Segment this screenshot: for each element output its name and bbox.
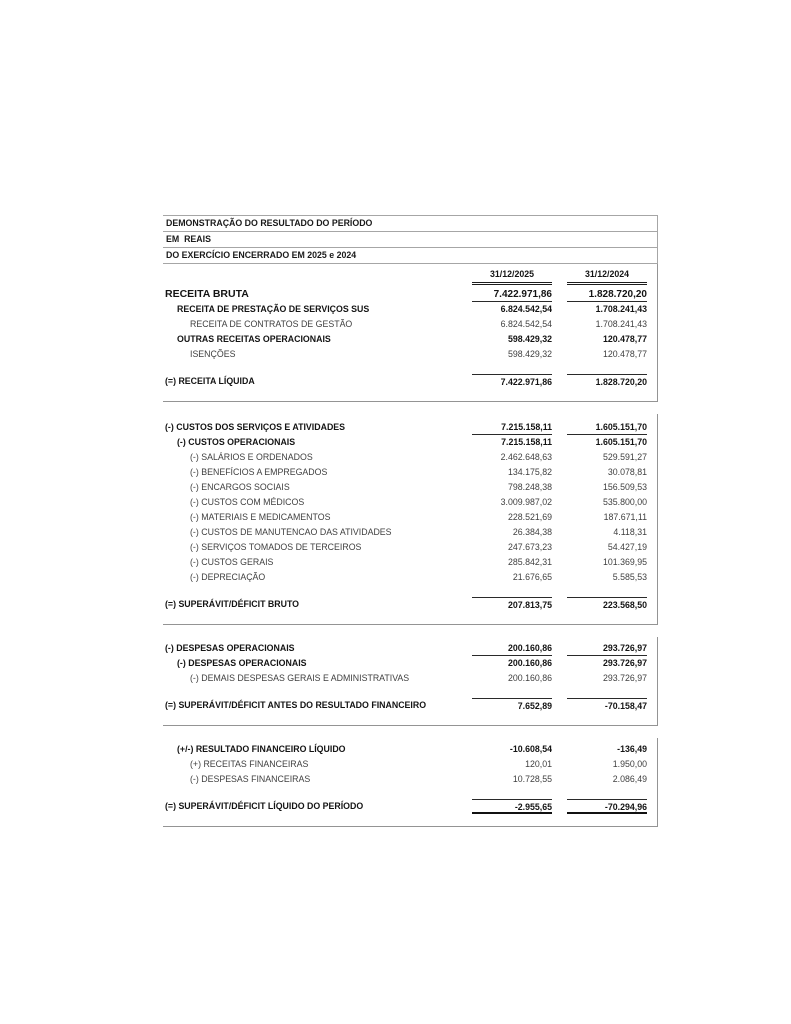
row-value-2025: 207.813,75: [472, 597, 552, 612]
row-value-2024: 1.950,00: [612, 759, 647, 769]
row-value-2025: 285.842,31: [507, 557, 552, 567]
row-label: (-) DEPRECIAÇÃO: [190, 572, 266, 582]
row-label: (-) BENEFÍCIOS A EMPREGADOS: [190, 467, 328, 477]
row-value-2024: 120.478,77: [602, 349, 647, 359]
row-label: (-) SERVIÇOS TOMADOS DE TERCEIROS: [190, 542, 362, 552]
row-label: (-) ENCARGOS SOCIAIS: [190, 482, 290, 492]
row-value-2025: 21.676,65: [512, 572, 552, 582]
table-row: [163, 757, 657, 772]
row-label: (-) DESPESAS OPERACIONAIS: [177, 658, 307, 668]
row-spacer: [163, 362, 657, 374]
row-value-2025: 247.673,23: [507, 542, 552, 552]
column-header-2024: 31/12/2024: [567, 268, 647, 285]
row-label: (+) RECEITAS FINANCEIRAS: [190, 759, 309, 769]
row-value-2025: 7.422.971,86: [472, 287, 552, 302]
row-label: (=) SUPERÁVIT/DÉFICIT LÍQUIDO DO PERÍODO: [165, 801, 364, 811]
row-value-2024: -70.294,96: [567, 799, 647, 814]
row-label: ISENÇÕES: [190, 349, 236, 359]
row-spacer: [163, 585, 657, 597]
table-row: [163, 332, 657, 347]
row-value-2025: 3.009.987,02: [500, 497, 552, 507]
row-spacer: [163, 686, 657, 698]
row-value-2025: 228.521,69: [507, 512, 552, 522]
row-label: (-) CUSTOS COM MÉDICOS: [190, 497, 305, 507]
row-label: (-) CUSTOS DOS SERVIÇOS E ATIVIDADES: [165, 422, 346, 432]
row-value-2024: 156.509,53: [602, 482, 647, 492]
row-label: RECEITA BRUTA: [165, 288, 249, 300]
row-label: (=) RECEITA LÍQUIDA: [165, 376, 255, 386]
row-label: RECEITA DE CONTRATOS DE GESTÃO: [190, 319, 353, 329]
table-row: [163, 510, 657, 525]
row-label: (-) SALÁRIOS E ORDENADOS: [190, 452, 313, 462]
column-header-2025: 31/12/2025: [472, 268, 552, 285]
row-value-2024: 293.726,97: [567, 641, 647, 656]
row-value-2024: 54.427,19: [607, 542, 647, 552]
row-label: (+/-) RESULTADO FINANCEIRO LÍQUIDO: [177, 744, 346, 754]
column-header-spacer: [163, 268, 472, 285]
table-row: [163, 525, 657, 540]
row-value-2025: 6.824.542,54: [500, 304, 552, 314]
table-row: [163, 465, 657, 480]
document-period-line: DO EXERCÍCIO ENCERRADO EM 2025 e 2024: [163, 248, 657, 264]
row-value-2024: 293.726,97: [602, 673, 647, 683]
table-row: [163, 671, 657, 686]
row-value-2024: 101.369,95: [602, 557, 647, 567]
table-row: [163, 347, 657, 362]
section-resultado-financeiro: [163, 738, 658, 827]
row-value-2025: 10.728,55: [512, 774, 552, 784]
row-label: OUTRAS RECEITAS OPERACIONAIS: [177, 334, 331, 344]
row-value-2025: 200.160,86: [507, 673, 552, 683]
table-row: [163, 656, 657, 671]
row-value-2025: 7.652,89: [472, 698, 552, 713]
section-custos: [163, 414, 658, 625]
section-receitas: [163, 264, 658, 402]
row-value-2024: -136,49: [617, 744, 647, 754]
row-value-2025: -2.955,65: [472, 799, 552, 814]
table-row: [163, 698, 657, 713]
row-value-2024: 2.086,49: [612, 774, 647, 784]
section-despesas: [163, 637, 658, 726]
row-label: (-) CUSTOS OPERACIONAIS: [177, 437, 296, 447]
row-label: (-) DESPESAS FINANCEIRAS: [190, 774, 311, 784]
row-label: (-) DEMAIS DESPESAS GERAIS E ADMINISTRATIVAS: [190, 673, 410, 683]
row-value-2024: -70.158,47: [567, 698, 647, 713]
row-spacer: [163, 787, 657, 799]
table-row: [163, 480, 657, 495]
document-header: [163, 215, 658, 264]
row-value-2025: 120,01: [525, 759, 552, 769]
row-label: (-) MATERIAIS E MEDICAMENTOS: [190, 512, 331, 522]
table-row: [163, 450, 657, 465]
income-statement-document: [163, 215, 658, 827]
row-label: (=) SUPERÁVIT/DÉFICIT ANTES DO RESULTADO FINANCEIRO: [165, 700, 427, 710]
row-value-2024: 293.726,97: [602, 658, 647, 668]
row-value-2024: 223.568,50: [567, 597, 647, 612]
table-row: [163, 799, 657, 814]
row-value-2024: 5.585,53: [612, 572, 647, 582]
column-header-row: [163, 268, 657, 285]
row-value-2025: 7.215.158,11: [501, 437, 552, 447]
table-row: [163, 287, 657, 302]
row-value-2024: 1.708.241,43: [595, 319, 647, 329]
row-label: (-) CUSTOS DE MANUTENCAO DAS ATIVIDADES: [190, 527, 392, 537]
table-row: [163, 555, 657, 570]
row-value-2025: 200.160,86: [472, 641, 552, 656]
row-value-2024: 4.118,31: [613, 527, 647, 537]
table-row: [163, 540, 657, 555]
row-value-2024: 30.078,81: [607, 467, 647, 477]
row-value-2024: 187.671,11: [603, 512, 647, 522]
row-value-2024: 1.828.720,20: [567, 374, 647, 389]
row-label: (-) DESPESAS OPERACIONAIS: [165, 643, 295, 653]
row-value-2024: 1.605.151,70: [595, 437, 647, 447]
table-row: [163, 570, 657, 585]
table-row: [163, 742, 657, 757]
table-row: [163, 374, 657, 389]
row-value-2025: 134.175,82: [507, 467, 552, 477]
row-value-2025: 798.248,38: [507, 482, 552, 492]
row-value-2024: 1.605.151,70: [567, 420, 647, 435]
table-row: [163, 772, 657, 787]
document-unit-line: EM REAIS: [163, 232, 657, 248]
row-value-2024: 120.478,77: [602, 334, 647, 344]
row-value-2025: 6.824.542,54: [500, 319, 552, 329]
table-row: [163, 495, 657, 510]
row-label: (-) CUSTOS GERAIS: [190, 557, 274, 567]
table-row: [163, 420, 657, 435]
row-value-2025: 26.384,38: [512, 527, 552, 537]
table-row: [163, 597, 657, 612]
row-value-2025: 200.160,86: [507, 658, 552, 668]
row-label: RECEITA DE PRESTAÇÃO DE SERVIÇOS SUS: [177, 304, 370, 314]
row-value-2024: 1.828.720,20: [567, 287, 647, 302]
row-value-2025: 7.215.158,11: [472, 420, 552, 435]
table-row: [163, 317, 657, 332]
row-value-2025: 2.462.648,63: [500, 452, 552, 462]
table-row: [163, 435, 657, 450]
row-value-2024: 1.708.241,43: [595, 304, 647, 314]
document-title: DEMONSTRAÇÃO DO RESULTADO DO PERÍODO: [163, 216, 657, 232]
row-value-2025: -10.608,54: [509, 744, 552, 754]
row-value-2025: 7.422.971,86: [472, 374, 552, 389]
table-row: [163, 302, 657, 317]
row-value-2024: 535.800,00: [602, 497, 647, 507]
row-label: (=) SUPERÁVIT/DÉFICIT BRUTO: [165, 599, 299, 609]
table-row: [163, 641, 657, 656]
row-value-2025: 598.429,32: [507, 349, 552, 359]
row-value-2025: 598.429,32: [507, 334, 552, 344]
row-value-2024: 529.591,27: [602, 452, 647, 462]
